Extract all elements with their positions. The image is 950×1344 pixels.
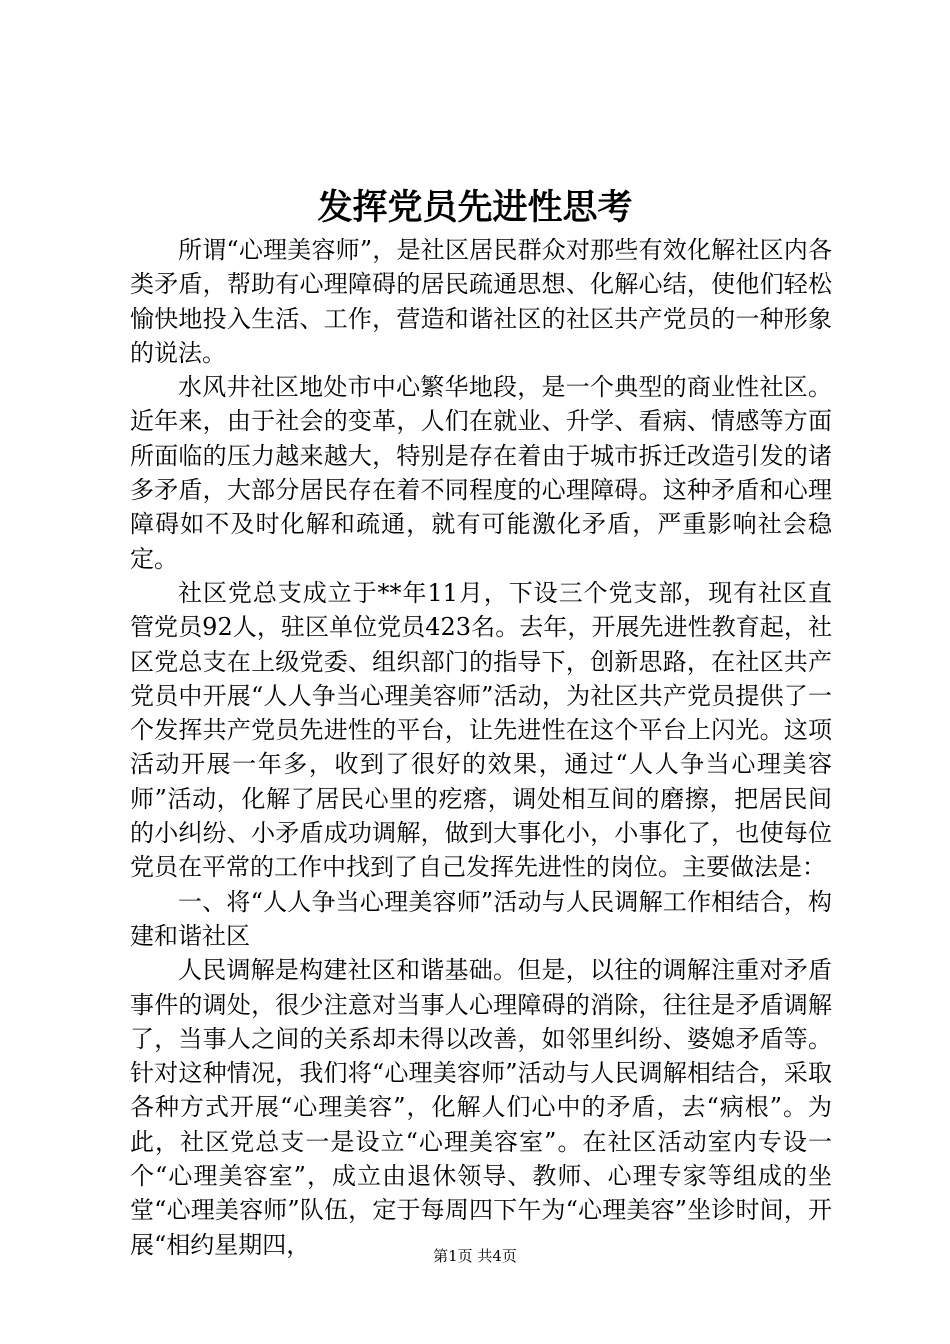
document-title: 发挥党员先进性思考 [317, 187, 633, 228]
paragraph: 所谓“心理美容师”，是社区居民群众对那些有效化解社区内各类矛盾，帮助有心理障碍的居民疏通思想、化解心结，使他们轻松愉快地投入生活、工作，营造和谐社区的社区共产党员的一种形象的说法。 [130, 236, 832, 367]
paragraph: 社区党总支成立于**年11月，下设三个党支部，现有社区直管党员92人，驻区单位党员423名。去年，开展先进性教育起，社区党总支在上级党委、组织部门的指导下，创新思路，在社区共产党员中开展“人人争当心理美容师”活动，为社区共产党员提供了一个发挥共产党员先进性的平台，让先进性在这个平台上闪光。这项活动开展一年多，收到了很好的效果，通过“人人争当心理美容师”活动，化解了居民心里的疙瘩，调处相互间的磨擦，把居民间的小纠纷、小矛盾成功调解，做到大事化小，小事化了，也使每位党员在平常的工作中找到了自己发挥先进性的岗位。主要做法是： [130, 578, 832, 882]
paragraph: 水风井社区地处市中心繁华地段，是一个典型的商业性社区。近年来，由于社会的变革，人们在就业、升学、看病、情感等方面所面临的压力越来越大，特别是存在着由于城市拆迁改造引发的诸多矛盾，大部分居民存在着不同程度的心理障碍。这种矛盾和心理障碍如不及时化解和疏通，就有可能激化矛盾，严重影响社会稳定。 [130, 373, 832, 573]
section-heading: 一、将“人人争当心理美容师”活动与人民调解工作相结合，构建和谐社区 [130, 887, 832, 950]
document-body [130, 233, 832, 1262]
paragraph: 人民调解是构建社区和谐基础。但是，以往的调解注重对矛盾事件的调处，很少注意对当事人心理障碍的消除，往往是矛盾调解了，当事人之间的关系却未得以改善，如邻里纠纷、婆媳矛盾等。针对这种情况，我们将“心理美容师”活动与人民调解相结合，采取各种方式开展“心理美容”，化解人们心中的矛盾，去“病根”。为此，社区党总支一是设立“心理美容室”。在社区活动室内专设一个“心理美容室”，成立由退休领导、教师、心理专家等组成的坐堂“心理美容师”队伍，定于每周四下午为“心理美容”坐诊时间，开展“相约星期四， [130, 956, 832, 1259]
page-number-footer: 第1页 共4页 [433, 1247, 517, 1265]
